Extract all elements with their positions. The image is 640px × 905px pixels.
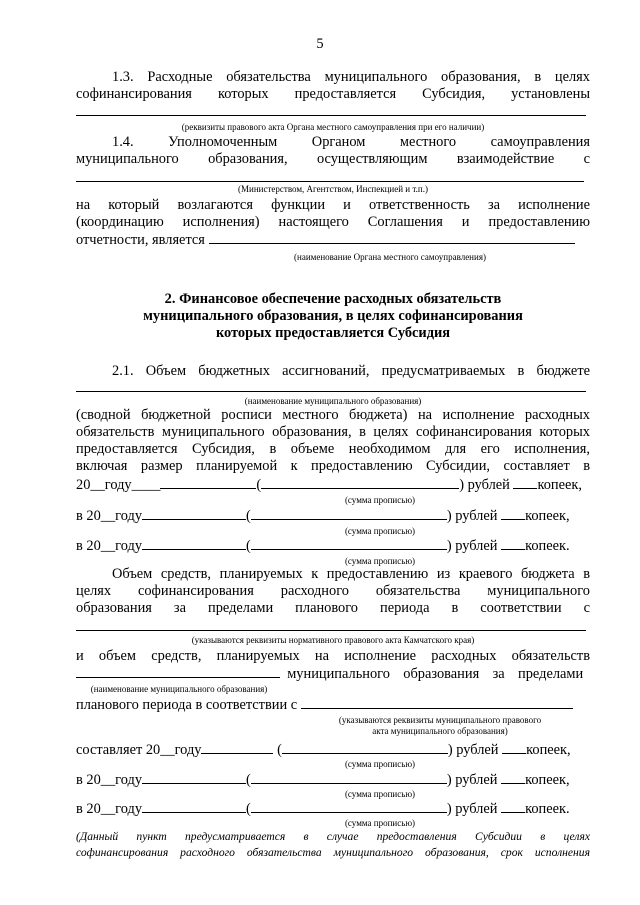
regional-line3: образования за пределами планового периода в соответствии с	[76, 600, 590, 616]
p21-line5: предоставляется Субсидия, в объеме необходимом для его исполнения,	[76, 441, 590, 457]
regional-year-row-1: составляет 20__году ( ) рублей копеек,	[76, 742, 571, 758]
p21-year-row-3: в 20__году ( ) рублей копеек.	[76, 538, 570, 554]
p13-line2: софинансирования которых предоставляется Субсидия, установлены	[76, 86, 590, 102]
p14-caption-2: (наименование Органа местного самоуправления)	[294, 252, 486, 262]
p14-line5: (координацию исполнения) настоящего Соглашения и предоставлению	[76, 214, 590, 230]
note-line2: софинансирования расходного обязательства муниципального образования, срок исполнения	[76, 846, 590, 859]
note-line1: (Данный пункт предусматривается в случае предоставления Субсидии в целях	[76, 830, 590, 843]
regional-caption-3a: (указываются реквизиты муниципального правового	[338, 715, 542, 725]
p21-line6: включая размер планируемой к предоставлению Субсидии, составляет в	[76, 458, 590, 474]
p14-line6: отчетности, является	[76, 231, 590, 249]
p21-sum-caption-1: (сумма прописью)	[344, 495, 416, 505]
regional-fill-rule-1	[76, 630, 586, 631]
p21-line1: 2.1. Объем бюджетных ассигнований, предусматриваемых в бюджете	[112, 363, 590, 379]
p14-line2: муниципального образования, осуществляющим взаимодействие с	[76, 151, 590, 167]
regional-line7: планового периода в соответствии с	[76, 696, 590, 714]
page-number: 5	[316, 36, 324, 52]
regional-sum-caption-2: (сумма прописью)	[344, 789, 416, 799]
p14-line1: 1.4. Уполномоченным Органом местного самоуправления	[112, 134, 590, 150]
regional-sum-caption-1: (сумма прописью)	[344, 759, 416, 769]
p21-sum-caption-3: (сумма прописью)	[344, 556, 416, 566]
regional-caption-2: (наименование муниципального образования)	[90, 684, 268, 694]
p21-line3: (сводной бюджетной росписи местного бюджета) на исполнение расходных	[76, 407, 590, 423]
regional-line6: муниципального образования за пределами	[76, 665, 590, 683]
section2-heading-1: 2. Финансовое обеспечение расходных обязательств	[164, 291, 502, 307]
regional-line2: целях софинансирования расходного обязательства муниципального	[76, 583, 590, 599]
p21-sum-caption-2: (сумма прописью)	[344, 526, 416, 536]
section2-heading-2: муниципального образования, в целях софинансирования	[143, 308, 523, 324]
p21-year-row-1: 20__году____ ( ) рублей копеек,	[76, 477, 582, 493]
p14-fill-rule-1	[76, 181, 584, 182]
p13-fill-rule	[76, 115, 586, 116]
p21-fill-rule	[76, 391, 586, 392]
regional-year-row-2: в 20__году ( ) рублей копеек,	[76, 772, 570, 788]
regional-line5: и объем средств, планируемых на исполнение расходных обязательств	[76, 648, 590, 664]
regional-caption-3b: акта муниципального образования)	[372, 726, 508, 736]
regional-sum-caption-3: (сумма прописью)	[344, 818, 416, 828]
p21-caption-1: (наименование муниципального образования)	[244, 396, 422, 406]
regional-line1: Объем средств, планируемых к предоставлению из краевого бюджета в	[112, 566, 590, 582]
p21-year-row-2: в 20__году ( ) рублей копеек,	[76, 508, 570, 524]
regional-year-row-3: в 20__году ( ) рублей копеек.	[76, 801, 570, 817]
p14-caption-1: (Министерством, Агентством, Инспекцией и т.п.)	[238, 184, 428, 194]
p13-caption: (реквизиты правового акта Органа местного самоуправления при его наличии)	[181, 122, 485, 132]
p13-line1: 1.3. Расходные обязательства муниципального образования, в целях	[112, 69, 590, 85]
p14-line4: на который возлагаются функции и ответственность за исполнение	[76, 197, 590, 213]
section2-heading-3: которых предоставляется Субсидия	[215, 325, 451, 341]
regional-caption-1: (указываются реквизиты нормативного правового акта Камчатского края)	[191, 635, 475, 645]
p21-line4: обязательств муниципального образования, в целях софинансирования которых	[76, 424, 590, 440]
